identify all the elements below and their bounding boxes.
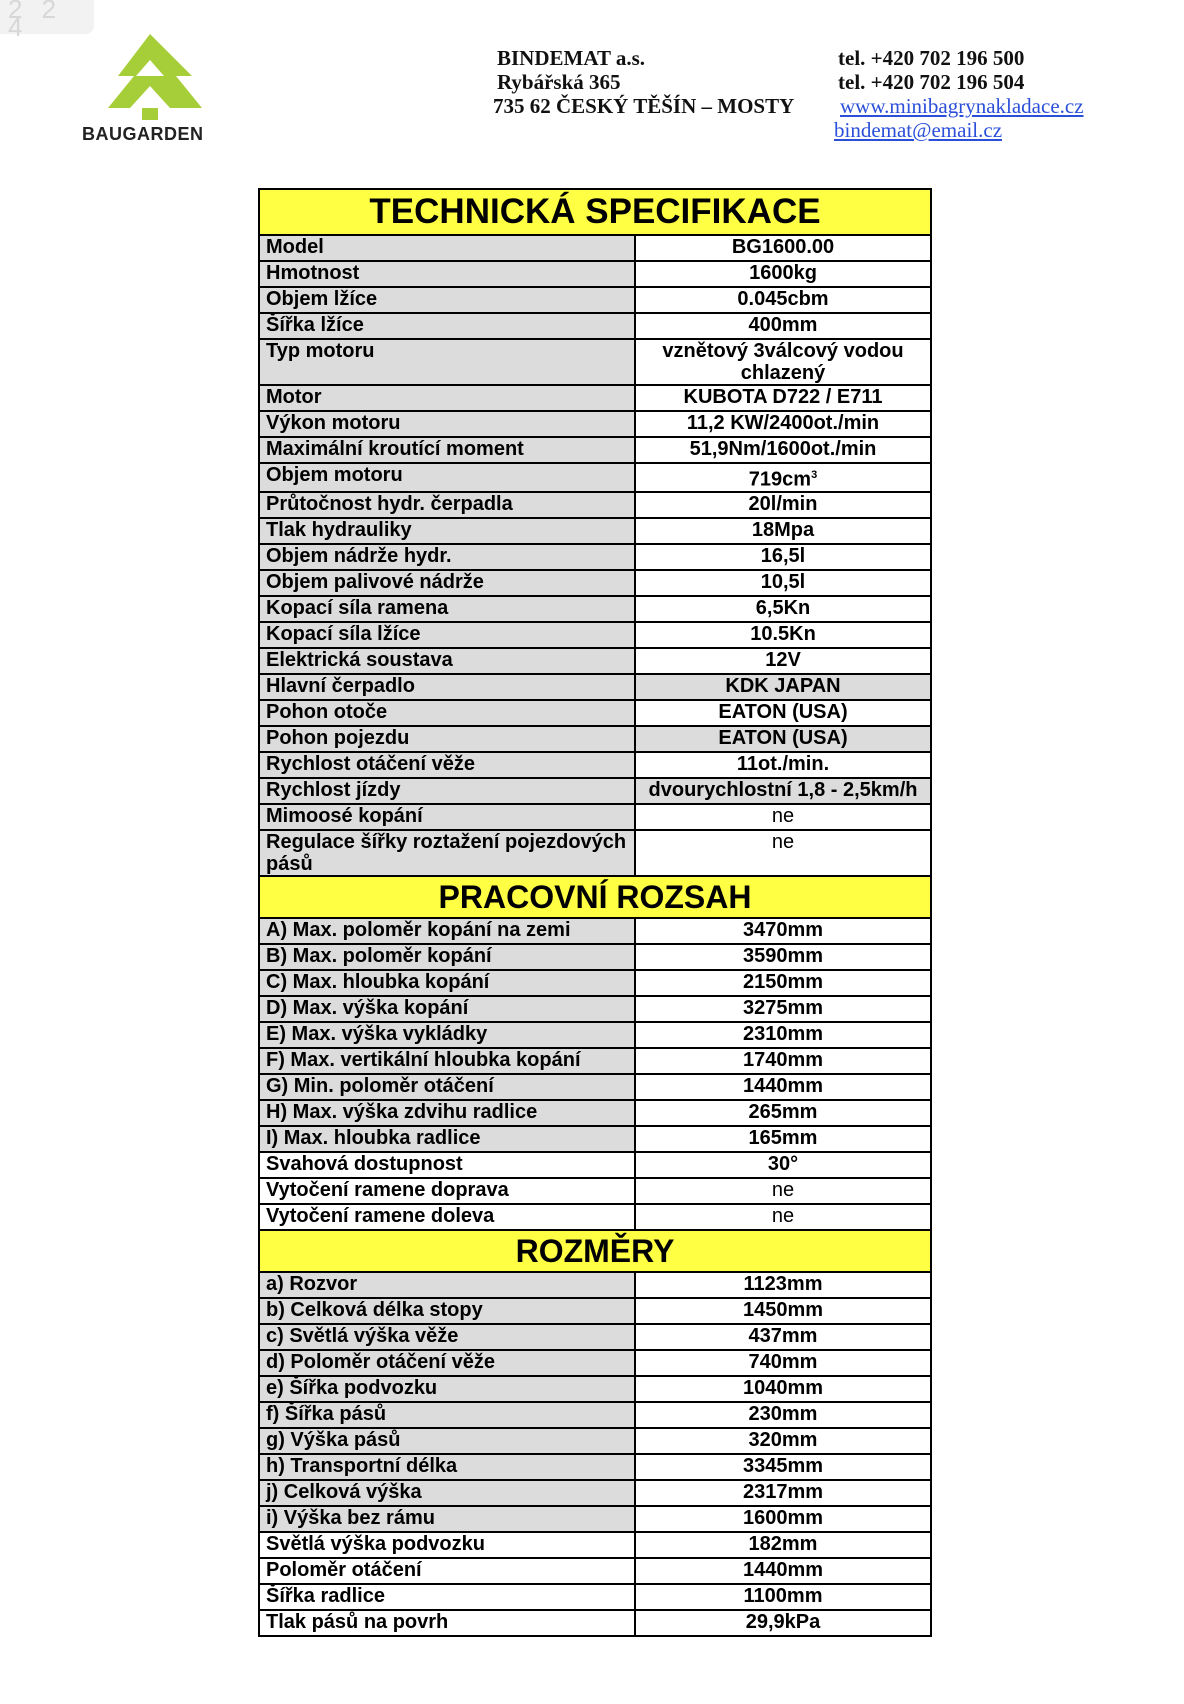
- row-value-text: vznětový 3válcový vodou chlazený: [662, 340, 904, 384]
- section-dimensions: [259, 1230, 931, 1272]
- table-row: [259, 1298, 931, 1324]
- row-value: [635, 1428, 931, 1454]
- row-label: Objem palivové nádrže: [259, 570, 635, 596]
- row-value: [635, 570, 931, 596]
- row-value: [635, 918, 931, 944]
- row-value: [635, 778, 931, 804]
- row-label: Typ motoru: [259, 339, 635, 385]
- row-value-text: 3345mm: [742, 1454, 824, 1477]
- table-row: [259, 1126, 931, 1152]
- table-row: [259, 944, 931, 970]
- row-value-text: 12V: [765, 648, 801, 671]
- row-label: E) Max. výška vykládky: [259, 1022, 635, 1048]
- row-value: [635, 726, 931, 752]
- table-row: [259, 544, 931, 570]
- table-row: [259, 463, 931, 492]
- spec-table: [258, 188, 932, 1637]
- row-label: i) Výška bez rámu: [259, 1506, 635, 1532]
- table-row: [259, 1152, 931, 1178]
- table-row: [259, 261, 931, 287]
- company-city: 735 62 ČESKÝ TĚŠÍN – MOSTY: [493, 94, 795, 118]
- row-label: Rychlost jízdy: [259, 778, 635, 804]
- table-row: [259, 726, 931, 752]
- table-row: [259, 1428, 931, 1454]
- table-row: [259, 385, 931, 411]
- section-working-range: [259, 876, 931, 918]
- row-value: [635, 1298, 931, 1324]
- row-value: [635, 970, 931, 996]
- row-label: Tlak pásů na povrh: [259, 1610, 635, 1636]
- row-label: Průtočnost hydr. čerpadla: [259, 492, 635, 518]
- row-value: [635, 1204, 931, 1230]
- table-row: [259, 1022, 931, 1048]
- row-label: c) Světlá výška věže: [259, 1324, 635, 1350]
- row-value: [635, 235, 931, 261]
- row-value-text: 165mm: [748, 1126, 818, 1149]
- row-value-text: 2317mm: [742, 1480, 824, 1503]
- row-value-text: dvourychlostní 1,8 - 2,5km/h: [648, 778, 918, 801]
- row-label: Šířka radlice: [259, 1584, 635, 1610]
- row-value-text: 2310mm: [742, 1022, 824, 1045]
- row-value: [635, 1506, 931, 1532]
- row-label: Objem motoru: [259, 463, 635, 492]
- row-value: [635, 287, 931, 313]
- row-label: G) Min. poloměr otáčení: [259, 1074, 635, 1100]
- row-label: Model: [259, 235, 635, 261]
- table-row: [259, 804, 931, 830]
- table-row: [259, 674, 931, 700]
- row-value: [635, 1350, 931, 1376]
- table-row: [259, 1178, 931, 1204]
- row-label: Svahová dostupnost: [259, 1152, 635, 1178]
- row-label: a) Rozvor: [259, 1272, 635, 1298]
- row-value: [635, 544, 931, 570]
- row-value-text: 10.5Kn: [750, 622, 816, 645]
- row-value: [635, 1376, 931, 1402]
- row-value-text: 740mm: [748, 1350, 818, 1373]
- row-label: b) Celková délka stopy: [259, 1298, 635, 1324]
- row-value: [635, 463, 931, 492]
- row-value-text: 30°: [767, 1152, 799, 1175]
- row-value-text: 11ot./min.: [736, 752, 830, 775]
- row-label: Výkon motoru: [259, 411, 635, 437]
- row-label: g) Výška pásů: [259, 1428, 635, 1454]
- table-row: [259, 235, 931, 261]
- row-label: h) Transportní délka: [259, 1454, 635, 1480]
- row-label: I) Max. hloubka radlice: [259, 1126, 635, 1152]
- table-row: [259, 1480, 931, 1506]
- table-row: [259, 1204, 931, 1230]
- row-value-text: KDK JAPAN: [725, 674, 841, 697]
- row-value: [635, 944, 931, 970]
- row-value-text: 1440mm: [742, 1074, 824, 1097]
- row-value-text: BG1600.00: [731, 236, 835, 258]
- row-value-text: 3590mm: [742, 944, 824, 967]
- section-technical-spec: [259, 189, 931, 235]
- row-label: Poloměr otáčení: [259, 1558, 635, 1584]
- row-value-text: EATON (USA): [718, 726, 848, 749]
- logo-text: BAUGARDEN: [82, 124, 204, 144]
- row-label: Kopací síla ramena: [259, 596, 635, 622]
- row-value: [635, 622, 931, 648]
- row-value-text: ne: [771, 830, 795, 853]
- row-value: [635, 1272, 931, 1298]
- row-value: [635, 830, 931, 876]
- row-label: F) Max. vertikální hloubka kopání: [259, 1048, 635, 1074]
- row-label: e) Šířka podvozku: [259, 1376, 635, 1402]
- row-value: [635, 996, 931, 1022]
- table-row: [259, 970, 931, 996]
- row-value: [635, 1048, 931, 1074]
- table-row: [259, 1506, 931, 1532]
- row-value-text: 11,2 KW/2400ot./min: [686, 412, 880, 434]
- row-value: [635, 1152, 931, 1178]
- row-label: D) Max. výška kopání: [259, 996, 635, 1022]
- row-value-text: 1450mm: [742, 1298, 824, 1321]
- row-value-text: ne: [771, 804, 795, 827]
- row-value: [635, 492, 931, 518]
- row-value-text: 29,9kPa: [745, 1610, 821, 1633]
- row-label: Kopací síla lžíce: [259, 622, 635, 648]
- table-row: [259, 492, 931, 518]
- section-title: ROZMĚRY: [259, 1230, 931, 1272]
- row-label: f) Šířka pásů: [259, 1402, 635, 1428]
- row-label: B) Max. poloměr kopání: [259, 944, 635, 970]
- row-value-text: 437mm: [748, 1324, 818, 1347]
- row-value-text: ne: [771, 1204, 795, 1227]
- row-value-text: EATON (USA): [718, 700, 848, 723]
- row-label: C) Max. hloubka kopání: [259, 970, 635, 996]
- row-value-text: 1740mm: [742, 1048, 824, 1071]
- table-row: [259, 752, 931, 778]
- table-row: [259, 570, 931, 596]
- row-value: [635, 1178, 931, 1204]
- row-value: [635, 313, 931, 339]
- row-value-text: 265mm: [748, 1100, 818, 1123]
- section-title: TECHNICKÁ SPECIFIKACE: [259, 189, 931, 235]
- row-label: d) Poloměr otáčení věže: [259, 1350, 635, 1376]
- row-value-text: 1600kg: [749, 262, 817, 284]
- row-value: [635, 1324, 931, 1350]
- row-value-text: 1123mm: [743, 1272, 823, 1295]
- row-value-text: 16,5l: [760, 544, 806, 567]
- table-row: [259, 1376, 931, 1402]
- row-value-text: ne: [771, 1178, 795, 1201]
- row-value: [635, 648, 931, 674]
- row-value-text: 51,9Nm/1600ot./min: [689, 438, 877, 460]
- table-row: [259, 996, 931, 1022]
- row-label: Hlavní čerpadlo: [259, 674, 635, 700]
- company-contact: [834, 46, 1084, 142]
- row-value: [635, 596, 931, 622]
- phone-1: tel. +420 702 196 500: [838, 46, 1025, 70]
- row-value-text: 2150mm: [742, 970, 824, 993]
- row-value-text: 10,5l: [760, 570, 806, 593]
- table-row: [259, 411, 931, 437]
- row-label: Objem nádrže hydr.: [259, 544, 635, 570]
- table-row: [259, 1048, 931, 1074]
- table-row: [259, 518, 931, 544]
- row-value: [635, 1022, 931, 1048]
- row-value-text: 719cm: [748, 468, 812, 491]
- row-value-text: 1600mm: [742, 1506, 824, 1529]
- row-value: [635, 700, 931, 726]
- row-label: Elektrická soustava: [259, 648, 635, 674]
- table-row: [259, 918, 931, 944]
- table-row: [259, 437, 931, 463]
- row-value-text: 20l/min: [748, 492, 818, 515]
- table-row: [259, 1350, 931, 1376]
- row-value: [635, 1074, 931, 1100]
- table-row: [259, 339, 931, 385]
- table-row: [259, 622, 931, 648]
- row-label: Světlá výška podvozku: [259, 1532, 635, 1558]
- row-label: Pohon otoče: [259, 700, 635, 726]
- table-row: [259, 700, 931, 726]
- row-label: Hmotnost: [259, 261, 635, 287]
- company-street: Rybářská 365: [497, 70, 621, 94]
- section-title: PRACOVNÍ ROZSAH: [259, 876, 931, 918]
- website-link[interactable]: www.minibagrynakladace.cz: [840, 94, 1084, 118]
- row-value-text: 0.045cbm: [737, 288, 829, 310]
- table-row: [259, 830, 931, 876]
- table-row: [259, 596, 931, 622]
- row-value-superscript: 3: [811, 469, 818, 481]
- row-value-text: 3275mm: [742, 996, 824, 1019]
- table-row: [259, 313, 931, 339]
- row-value: [635, 339, 931, 385]
- table-row: [259, 1610, 931, 1636]
- row-label: Maximální kroutící moment: [259, 437, 635, 463]
- row-value: [635, 1584, 931, 1610]
- table-row: [259, 1454, 931, 1480]
- row-label: j) Celková výška: [259, 1480, 635, 1506]
- row-value: [635, 1126, 931, 1152]
- row-value-text: 3470mm: [742, 918, 824, 941]
- row-value-text: 6,5Kn: [755, 596, 811, 619]
- row-value-text: 400mm: [748, 314, 818, 336]
- table-row: [259, 1100, 931, 1126]
- table-row: [259, 1402, 931, 1428]
- row-value: [635, 1100, 931, 1126]
- row-value: [635, 1532, 931, 1558]
- row-value-text: KUBOTA D722 / E711: [683, 386, 883, 408]
- table-row: [259, 287, 931, 313]
- row-value-text: 230mm: [748, 1402, 818, 1425]
- row-value: [635, 518, 931, 544]
- row-label: Rychlost otáčení věže: [259, 752, 635, 778]
- row-value: [635, 1402, 931, 1428]
- row-value: [635, 1480, 931, 1506]
- row-value: [635, 804, 931, 830]
- row-label: Motor: [259, 385, 635, 411]
- row-value: [635, 1454, 931, 1480]
- row-value: [635, 437, 931, 463]
- row-value: [635, 385, 931, 411]
- table-row: [259, 1558, 931, 1584]
- table-row: [259, 1074, 931, 1100]
- table-row: [259, 648, 931, 674]
- row-value-text: 1040mm: [742, 1376, 824, 1399]
- row-label: Tlak hydrauliky: [259, 518, 635, 544]
- row-value: [635, 1610, 931, 1636]
- row-label: Vytočení ramene doleva: [259, 1204, 635, 1230]
- table-row: [259, 1584, 931, 1610]
- phone-2: tel. +420 702 196 504: [838, 70, 1025, 94]
- row-value: [635, 411, 931, 437]
- page-number-tag: 2 2 4: [0, 0, 94, 34]
- row-label: Regulace šířky roztažení pojezdových pásů: [259, 830, 635, 876]
- row-value-text: 1100mm: [743, 1584, 823, 1607]
- email-link[interactable]: bindemat@email.cz: [834, 118, 1003, 142]
- row-value-text: 320mm: [748, 1428, 818, 1451]
- row-label: Objem lžíce: [259, 287, 635, 313]
- table-row: [259, 1272, 931, 1298]
- table-row: [259, 1532, 931, 1558]
- company-name: BINDEMAT a.s.: [497, 46, 645, 70]
- table-row: [259, 1324, 931, 1350]
- row-value-text: 18Mpa: [751, 518, 815, 541]
- row-value-text: 182mm: [748, 1532, 818, 1555]
- row-label: H) Max. výška zdvihu radlice: [259, 1100, 635, 1126]
- row-value: [635, 261, 931, 287]
- company-address: [493, 46, 795, 118]
- row-label: Šířka lžíce: [259, 313, 635, 339]
- row-value-text: 1440mm: [742, 1558, 824, 1581]
- row-label: Mimoosé kopání: [259, 804, 635, 830]
- row-label: Pohon pojezdu: [259, 726, 635, 752]
- row-value: [635, 1558, 931, 1584]
- row-label: A) Max. poloměr kopání na zemi: [259, 918, 635, 944]
- table-row: [259, 778, 931, 804]
- row-value: [635, 752, 931, 778]
- row-label: Vytočení ramene doprava: [259, 1178, 635, 1204]
- row-value: [635, 674, 931, 700]
